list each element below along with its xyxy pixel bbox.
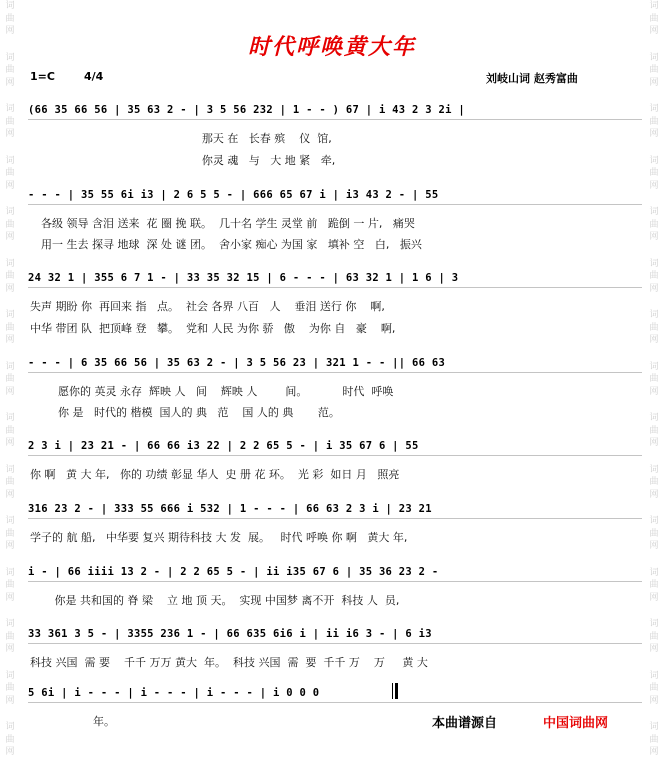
lyric-row-2-verse-1: 各级 领导 含泪 送来 花 圈 挽 联。 几十名 学生 灵堂 前 跪倒 一 片, 痛哭: [20, 217, 415, 230]
notation-row-4: - - - | 6 35 66 56 | 35 63 2 - | 3 5 56 23 | 321 1 - - || 66 63: [28, 357, 642, 369]
lyric-row-5: 你 啊 黄 大 年, 你的 功绩 彰显 华人 史 册 花 环。 光 彩 如日 月 照亮: [30, 468, 400, 481]
notation-row-1: (66 35 66 56 | 35 63 2 - | 3 5 56 232 | 1 - - ) 67 | i 43 2 3 2i |: [28, 104, 642, 116]
lyric-row-7: 你是 共和国的 脊 梁 立 地 顶 天。 实现 中国梦 离不开 科技 人 员,: [30, 594, 400, 607]
notation-row-2: - - - | 35 55 6i i3 | 2 6 5 5 - | 666 65 67 i | i3 43 2 - | 55: [28, 189, 642, 201]
watermark-left: 词 曲 网 词 曲 网 词 曲 网 词 曲 网 词 曲 网 词 曲 网 词 曲 网 词 曲 网 词 曲 网 词 曲 网 词 曲 网 词 曲 网 词 曲 网 词 曲 网 词 曲 网: [5, 1, 15, 757]
notation-row-8: 33 361 3 5 - | 3355 236 1 - | 66 635 6i6 i | ii i6 3 - | 6 i3: [28, 628, 642, 640]
lyric-row-3-verse-2: 中华 带团 队 把顶峰 登 攀。 党和 人民 为你 骄 傲 为你 自 豪 啊,: [30, 322, 396, 335]
notation-row-5: 2 3 i | 23 21 - | 66 66 i3 22 | 2 2 65 5 - | i 35 67 6 | 55: [28, 440, 642, 452]
lyric-row-8: 科技 兴国 需 要 千千 万万 黄大 年。 科技 兴国 需 要 千千 万 万 黄 大: [30, 656, 428, 669]
notation-row-9: 5 6i | i - - - | i - - - | i - - - | i 0 0 0: [28, 687, 642, 699]
final-barline: [392, 683, 398, 699]
lyric-row-6: 学子的 航 船, 中华要 复兴 期待科技 大 发 展。 时代 呼唤 你 啊 黄大 年,: [30, 531, 408, 544]
time-signature: 4/4: [84, 70, 104, 83]
source-label: 本曲谱源自: [432, 716, 498, 731]
lyric-row-4-verse-1: 愿你的 英灵 永存 辉映 人 间 辉映 人 间。 时代 呼唤: [30, 385, 394, 398]
lyric-row-1-verse-2: 你灵 魂 与 大 地 紧 牵,: [20, 154, 336, 167]
lyric-row-2-verse-2: 用一 生去 探寻 地球 深 处 谜 团。 舍小家 痴心 为国 家 填补 空 白, 振兴: [20, 238, 422, 251]
watermark-right: 词 曲 网 词 曲 网 词 曲 网 词 曲 网 词 曲 网 词 曲 网 词 曲 网 词 曲 网 词 曲 网 词 曲 网 词 曲 网 词 曲 网 词 曲 网 词 曲 网 词 曲 网: [649, 1, 659, 757]
notation-row-6: 316 23 2 - | 333 55 666 i 532 | 1 - - - | 66 63 2 3 i | 23 21: [28, 503, 642, 515]
lyric-row-1-verse-1: 那天 在 长春 殡 仪 馆,: [20, 132, 332, 145]
lyric-row-4-verse-2: 你 是 时代的 楷模 国人的 典 范 国 人的 典 范。: [30, 406, 340, 419]
lyric-row-9: 年。: [30, 715, 115, 728]
key-signature: 1=C: [30, 70, 55, 83]
notation-row-3: 24 32 1 | 355 6 7 1 - | 33 35 32 15 | 6 - - - | 63 32 1 | 1 6 | 3: [28, 272, 642, 284]
song-title: 时代呼唤黄大年: [247, 34, 416, 60]
lyric-row-3-verse-1: 失声 期盼 你 再回来 指 点。 社会 各界 八百 人 垂泪 送行 你 啊,: [30, 300, 385, 313]
source-site-link[interactable]: 中国词曲网: [543, 716, 609, 731]
notation-row-7: i - | 66 iiii 13 2 - | 2 2 65 5 - | ii i35 67 6 | 35 36 23 2 -: [28, 566, 642, 578]
credits: 刘岐山词 赵秀富曲: [486, 72, 578, 85]
